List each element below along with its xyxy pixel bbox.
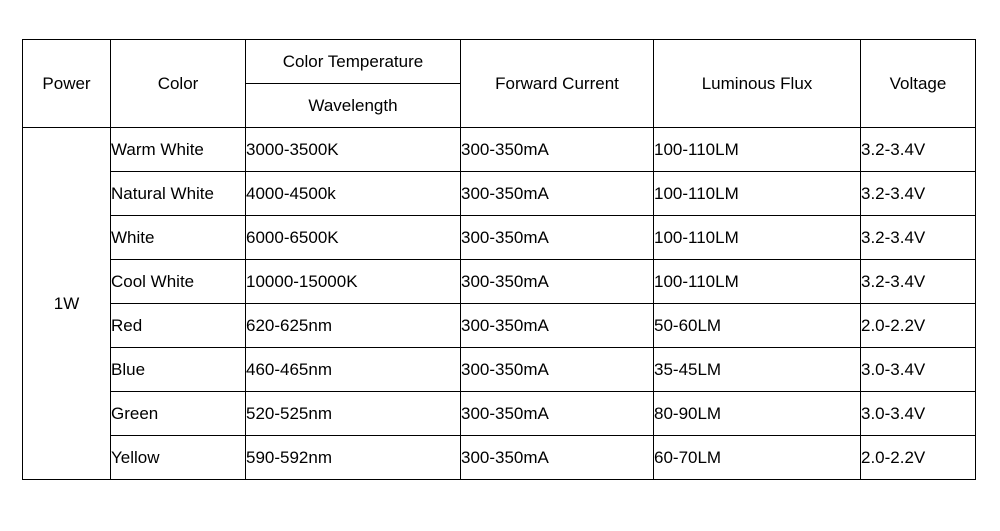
table-row — [23, 128, 976, 172]
temperature-cell: 590-592nm — [246, 436, 461, 480]
power-cell: 1W — [23, 128, 111, 480]
flux-cell: 80-90LM — [654, 392, 861, 436]
table-header — [23, 40, 976, 128]
temperature-cell: 460-465nm — [246, 348, 461, 392]
table-row — [23, 216, 976, 260]
voltage-cell: 2.0-2.2V — [861, 436, 976, 480]
header-luminous-flux: Luminous Flux — [654, 40, 861, 128]
voltage-cell: 3.2-3.4V — [861, 260, 976, 304]
voltage-cell: 3.0-3.4V — [861, 348, 976, 392]
flux-cell: 100-110LM — [654, 172, 861, 216]
header-wavelength: Wavelength — [246, 84, 461, 128]
flux-cell: 60-70LM — [654, 436, 861, 480]
current-cell: 300-350mA — [461, 436, 654, 480]
current-cell: 300-350mA — [461, 216, 654, 260]
table-row — [23, 436, 976, 480]
color-cell: Green — [111, 392, 246, 436]
temperature-cell: 3000-3500K — [246, 128, 461, 172]
header-power: Power — [23, 40, 111, 128]
header-row — [23, 40, 976, 84]
header-forward-current: Forward Current — [461, 40, 654, 128]
table-row — [23, 348, 976, 392]
voltage-cell: 3.2-3.4V — [861, 172, 976, 216]
color-cell: White — [111, 216, 246, 260]
header-color: Color — [111, 40, 246, 128]
flux-cell: 100-110LM — [654, 260, 861, 304]
temperature-cell: 520-525nm — [246, 392, 461, 436]
temperature-cell: 620-625nm — [246, 304, 461, 348]
color-cell: Red — [111, 304, 246, 348]
temperature-cell: 10000-15000K — [246, 260, 461, 304]
color-cell: Natural White — [111, 172, 246, 216]
voltage-cell: 3.2-3.4V — [861, 216, 976, 260]
table-row — [23, 392, 976, 436]
current-cell: 300-350mA — [461, 172, 654, 216]
temperature-cell: 4000-4500k — [246, 172, 461, 216]
flux-cell: 50-60LM — [654, 304, 861, 348]
current-cell: 300-350mA — [461, 348, 654, 392]
temperature-cell: 6000-6500K — [246, 216, 461, 260]
header-voltage: Voltage — [861, 40, 976, 128]
flux-cell: 35-45LM — [654, 348, 861, 392]
color-cell: Warm White — [111, 128, 246, 172]
table-body — [23, 128, 976, 480]
current-cell: 300-350mA — [461, 128, 654, 172]
voltage-cell: 3.0-3.4V — [861, 392, 976, 436]
color-cell: Blue — [111, 348, 246, 392]
voltage-cell: 3.2-3.4V — [861, 128, 976, 172]
table-row — [23, 260, 976, 304]
header-color-temperature: Color Temperature — [246, 40, 461, 84]
color-cell: Yellow — [111, 436, 246, 480]
current-cell: 300-350mA — [461, 392, 654, 436]
current-cell: 300-350mA — [461, 304, 654, 348]
color-cell: Cool White — [111, 260, 246, 304]
led-spec-table — [22, 39, 976, 480]
table-row — [23, 304, 976, 348]
flux-cell: 100-110LM — [654, 216, 861, 260]
table-row — [23, 172, 976, 216]
voltage-cell: 2.0-2.2V — [861, 304, 976, 348]
flux-cell: 100-110LM — [654, 128, 861, 172]
current-cell: 300-350mA — [461, 260, 654, 304]
